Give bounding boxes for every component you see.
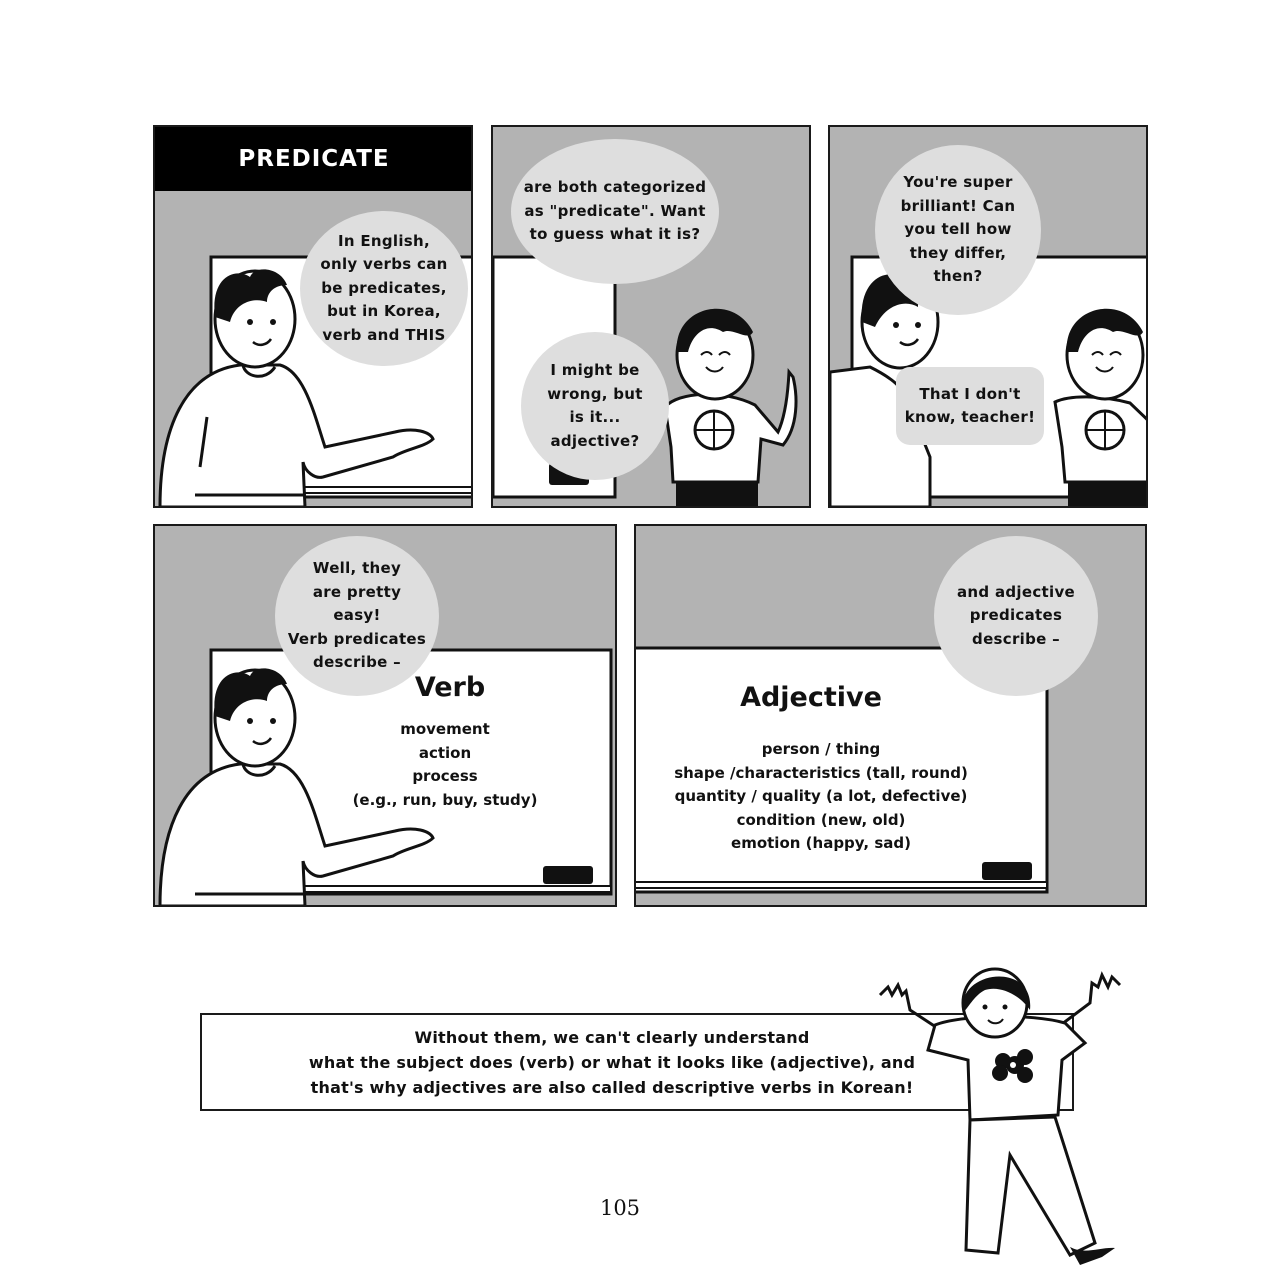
comic-panel-3 <box>828 125 1148 508</box>
comic-panel-2 <box>491 125 811 508</box>
girl-cheering-illustration <box>870 965 1130 1275</box>
speech-bubble-teacher: are both categorized as "predicate". Want to guess what it is? <box>511 139 719 284</box>
speech-bubble-teacher: and adjective predicates describe – <box>934 536 1098 696</box>
comic-panel-4 <box>153 524 617 907</box>
speech-bubble-teacher: Well, they are pretty easy! Verb predicates describe – <box>275 536 439 696</box>
comic-panel-1 <box>153 125 473 508</box>
speech-bubble-student: I might be wrong, but is it... adjective? <box>521 332 669 480</box>
speech-bubble-teacher: In English, only verbs can be predicates, but in Korea, verb and THIS <box>300 211 468 366</box>
page-number: 105 <box>599 1196 641 1220</box>
panel-title: PREDICATE <box>155 127 473 191</box>
board-list-adjective: person / thing shape /characteristics (tall, round) quantity / quality (a lot, defective) condition (new, old) emotion (happy, sad) <box>674 740 968 852</box>
board-list-verb: movement action process (e.g., run, buy, study) <box>352 720 538 809</box>
board-heading-adjective: Adjective <box>740 682 882 713</box>
comic-panel-5 <box>634 524 1147 907</box>
speech-bubble-teacher: You're super brilliant! Can you tell how they differ, then? <box>875 145 1041 315</box>
speech-bubble-student: That I don't know, teacher! <box>896 367 1044 445</box>
board-heading-verb: Verb <box>414 672 486 703</box>
caption-text: Without them, we can't clearly understand what the subject does (verb) or what it looks like (adjective), and that's why adjectives are also called descriptive verbs in Korean! <box>308 1028 916 1097</box>
